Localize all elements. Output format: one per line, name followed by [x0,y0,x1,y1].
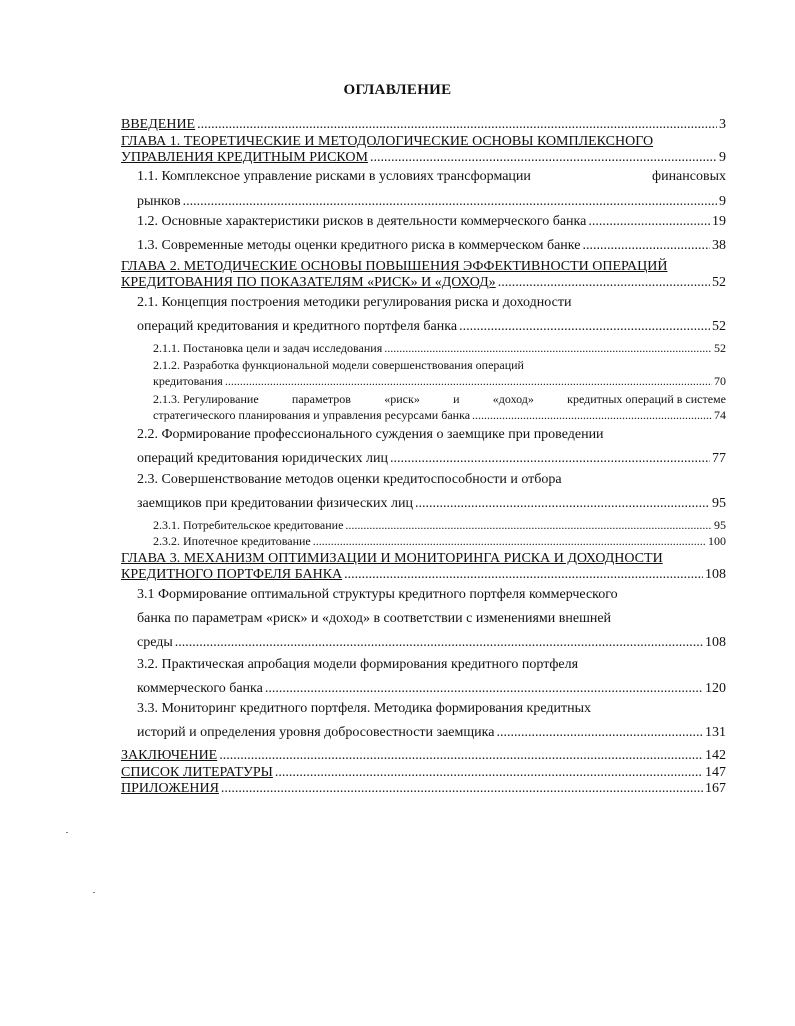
toc-page-number: 19 [712,214,726,229]
toc-page-number: 167 [705,781,726,796]
toc-page-number: 70 [714,374,726,388]
dot-leader [588,211,710,233]
toc-page-number: 74 [714,408,726,422]
dot-leader [498,275,710,291]
toc-page-number: 3 [719,117,726,132]
toc-label: 2.3.2. Ипотечное кредитование [153,534,311,548]
toc-entry-2-3-2[interactable] [153,534,726,548]
dot-leader [370,150,717,166]
toc-label-line2: коммерческого банка [137,681,263,696]
toc-label: ЗАКЛЮЧЕНИЕ [121,748,218,763]
toc-entry-2-1-1[interactable] [153,341,726,355]
dot-leader [496,722,703,744]
toc-entry-1-1[interactable] [137,166,726,213]
toc-page-number: 52 [714,341,726,355]
toc-entry-conclusion[interactable] [121,748,726,764]
toc-word: «доход» [492,392,534,406]
toc-label-line2: УПРАВЛЕНИЯ КРЕДИТНЫМ РИСКОМ [121,150,368,165]
toc-label-line1: 2.2. Формирование профессионального суждения о заемщике при проведении [137,427,604,442]
toc-label-line3: среды [137,635,173,650]
toc-page-number: 52 [712,275,726,290]
toc-entry-2-3-1[interactable] [153,518,726,532]
toc-page-number: 38 [712,238,726,253]
toc-page-number: 108 [705,567,726,582]
toc-label-line2: стратегического планирования и управления ресурсами банка [153,408,471,422]
toc-label: 2.1.1. Постановка цели и задач исследования [153,341,383,355]
toc-page-number: 95 [714,518,726,532]
toc-label: СПИСОК ЛИТЕРАТУРЫ [121,765,273,780]
toc-label: ВВЕДЕНИЕ [121,117,196,132]
toc-label-line2: КРЕДИТНОГО ПОРТФЕЛЯ БАНКА [121,567,343,582]
dot-leader [197,117,717,133]
toc-label-line1: ГЛАВА 2. МЕТОДИЧЕСКИЕ ОСНОВЫ ПОВЫШЕНИЯ ЭФФЕКТИВНОСТИ ОПЕРАЦИЙ [121,259,668,274]
toc-word: «риск» [384,392,420,406]
toc-entry-2-2[interactable] [137,424,726,470]
toc-label-line2: КРЕДИТОВАНИЯ ПО ПОКАЗАТЕЛЯМ «РИСК» И «ДОХОД» [121,275,496,290]
page-title: ОГЛАВЛЕНИЕ [343,82,452,98]
toc-page-number: 142 [705,748,726,763]
toc-label: 1.3. Современные методы оценки кредитного риска в коммерческом банке [137,238,581,253]
toc-entry-1-3[interactable] [137,235,726,257]
toc-label-line1: 2.1. Концепция построения методики регулирования риска и доходности [137,295,572,310]
toc-entry-3-2[interactable] [137,654,726,700]
toc-page-number: 147 [705,765,726,780]
dot-leader [265,678,703,700]
toc-label-line2: кредитования [153,374,223,388]
toc-entry-chapter-2[interactable] [121,259,726,291]
toc-label-line1: 2.1.2. Разработка функциональной модели совершенствования операций [153,358,524,372]
dot-leader [175,632,703,654]
toc-entry-references[interactable] [121,765,726,781]
toc-entry-appendices[interactable] [121,781,726,797]
toc-entry-chapter-1[interactable] [121,134,726,166]
dot-leader [345,518,712,532]
toc-label-line1-end: финансовых [652,169,726,184]
dot-leader [415,493,710,515]
toc-entry-intro[interactable] [121,117,726,133]
toc-entry-2-1-3[interactable] [153,392,726,422]
toc-entry-chapter-3[interactable] [121,551,726,583]
toc-word: кредитных операций в системе [567,392,726,406]
toc-page-number: 108 [705,635,726,650]
toc-page-number: 100 [708,534,726,548]
toc-page-number: 131 [705,725,726,740]
toc-entry-2-1-2[interactable] [153,358,726,388]
toc-label-line1: 1.1. Комплексное управление рисками в условиях трансформации [137,169,531,184]
toc-page-number: 52 [712,319,726,334]
toc-label-line1: 3.2. Практическая апробация модели формирования кредитного портфеля [137,657,579,672]
dot-leader [221,781,703,797]
dot-leader [582,235,710,257]
toc-page-number: 95 [712,496,726,511]
toc-entry-1-2[interactable] [137,211,726,233]
toc-label-line2: заемщиков при кредитовании физических лиц [137,496,413,511]
toc-label-line1: ГЛАВА 1. ТЕОРЕТИЧЕСКИЕ И МЕТОДОЛОГИЧЕСКИЕ ОСНОВЫ КОМПЛЕКСНОГО [121,134,654,149]
scan-speck [93,892,95,893]
toc-label-line2: банка по параметрам «риск» и «доход» в соответствии с изменениями внешней [137,611,612,626]
dot-leader [344,567,703,583]
dot-leader [459,316,710,338]
toc-entry-3-3[interactable] [137,698,726,744]
toc-entry-2-1[interactable] [137,292,726,338]
toc-entry-3-1[interactable] [137,584,726,654]
toc-label-line2: рынков [137,194,181,209]
toc-label-line1: ГЛАВА 3. МЕХАНИЗМ ОПТИМИЗАЦИИ И МОНИТОРИНГА РИСКА И ДОХОДНОСТИ [121,551,663,566]
dot-leader [225,374,712,388]
dot-leader [183,191,717,213]
toc-entry-2-3[interactable] [137,469,726,515]
toc-word: 2.1.3. Регулирование [153,392,259,406]
toc-page-number: 120 [705,681,726,696]
toc-label: ПРИЛОЖЕНИЯ [121,781,219,796]
toc-label-line1: 3.1 Формирование оптимальной структуры кредитного портфеля коммерческого [137,587,618,602]
toc-label: 2.3.1. Потребительское кредитование [153,518,344,532]
dot-leader [472,408,712,422]
toc-word: параметров [291,392,351,406]
dot-leader [275,765,703,781]
dot-leader [384,341,712,355]
dot-leader [219,748,703,764]
toc-label-line2: историй и определения уровня добросовестности заемщика [137,725,495,740]
toc-label-line2: операций кредитования юридических лиц [137,451,388,466]
scan-speck [66,832,68,833]
toc-label-line1: 2.3. Совершенствование методов оценки кредитоспособности и отбора [137,472,562,487]
dot-leader [313,534,706,548]
toc-page-number: 9 [719,194,726,209]
toc-label: 1.2. Основные характеристики рисков в деятельности коммерческого банка [137,214,587,229]
toc-label-line2: операций кредитования и кредитного портфеля банка [137,319,458,334]
toc-label-line1: 3.3. Мониторинг кредитного портфеля. Методика формирования кредитных [137,701,591,716]
toc-page-number: 9 [719,150,726,165]
toc-page-number: 77 [712,451,726,466]
toc-word: и [453,392,460,406]
dot-leader [390,448,710,470]
